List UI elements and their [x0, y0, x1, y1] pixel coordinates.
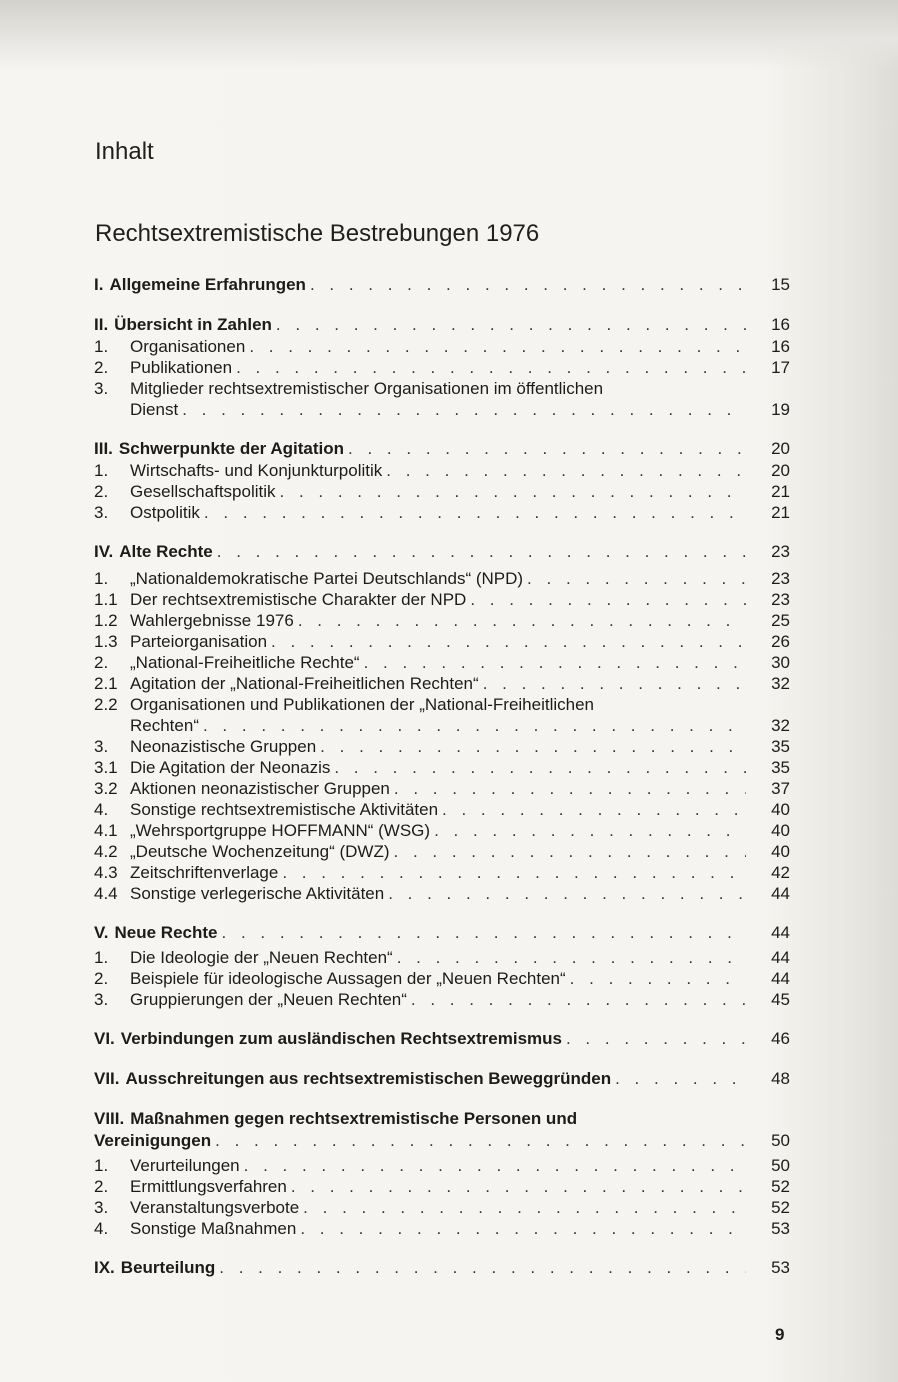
dot-leader — [276, 314, 746, 336]
dot-leader — [566, 1028, 746, 1050]
toc-subentry — [94, 989, 790, 1010]
entry-title: Sonstige Maßnahmen — [130, 1219, 297, 1238]
toc-subentry — [94, 1176, 790, 1197]
entry-title: Mitglieder rechtsextremistischer Organisationen im öffentlichen — [130, 379, 604, 398]
page-number: 9 — [775, 1325, 785, 1344]
toc-subentry — [94, 568, 790, 589]
entry-number: 3.1 — [94, 758, 118, 777]
dot-leader — [334, 757, 746, 778]
entry-number: 2.2 — [94, 695, 118, 714]
dot-leader — [527, 568, 746, 589]
dot-leader — [244, 1155, 746, 1176]
entry-number: 2.1 — [94, 674, 118, 693]
dot-leader — [219, 1257, 746, 1279]
dot-leader — [222, 922, 747, 944]
toc-section-4 — [94, 541, 790, 904]
toc-subentry — [94, 736, 790, 757]
entry-page: 50 — [771, 1156, 790, 1175]
entry-number: 3. — [94, 737, 109, 756]
entry-page: 40 — [771, 800, 790, 819]
table-of-contents — [94, 274, 790, 1297]
entry-page: 26 — [771, 632, 790, 651]
document-subtitle: Rechtsextremistische Bestrebungen 1976 — [95, 220, 540, 247]
entry-number: 1. — [94, 948, 109, 967]
toc-entry — [94, 541, 790, 563]
dot-leader — [282, 862, 746, 883]
entry-page: 44 — [771, 948, 790, 967]
entry-title: Wirtschafts- und Konjunkturpolitik — [130, 461, 383, 480]
entry-title: Übersicht in Zahlen — [114, 315, 272, 334]
entry-page: 25 — [771, 611, 790, 630]
dot-leader — [204, 502, 746, 523]
entry-title: Neonazistische Gruppen — [130, 737, 317, 756]
entry-title: Die Ideologie der „Neuen Rechten“ — [130, 948, 393, 967]
entry-title: Sonstige rechtsextremistische Aktivitäten — [130, 800, 439, 819]
dot-leader — [434, 820, 746, 841]
entry-title: Schwerpunkte der Agitation — [118, 439, 345, 458]
dot-leader — [182, 399, 746, 420]
entry-title: Parteiorganisation — [130, 632, 268, 651]
dot-leader — [217, 541, 746, 563]
dot-leader — [303, 1197, 746, 1218]
entry-page: 44 — [771, 923, 790, 942]
entry-title-continued: Vereinigungen — [94, 1131, 212, 1150]
entry-number: 2. — [94, 1177, 109, 1196]
toc-subentry — [94, 799, 790, 820]
toc-section-6 — [94, 1028, 790, 1050]
entry-page: 19 — [771, 400, 790, 419]
entry-title: Organisationen und Publikationen der „National-Freiheitlichen — [130, 695, 594, 714]
toc-entry — [94, 1257, 790, 1279]
entry-title: Ermittlungsverfahren — [130, 1177, 287, 1196]
dot-leader — [442, 799, 746, 820]
entry-title: Verurteilungen — [130, 1156, 240, 1175]
entry-number: 1.3 — [94, 632, 118, 651]
dot-leader — [203, 715, 746, 736]
scan-shadow — [0, 0, 898, 70]
toc-subentry — [94, 336, 790, 357]
toc-subentry-continued — [94, 399, 790, 420]
dot-leader — [483, 673, 746, 694]
entry-number: I. — [94, 275, 104, 294]
entry-number: 1.2 — [94, 611, 118, 630]
entry-title: Beispiele für ideologische Aussagen der „Neuen Rechten“ — [130, 969, 566, 988]
entry-title: Verbindungen zum ausländischen Rechtsextremismus — [120, 1029, 562, 1048]
entry-page: 20 — [771, 461, 790, 480]
entry-page: 48 — [771, 1069, 790, 1088]
toc-section-1 — [94, 274, 790, 296]
entry-title: Ostpolitik — [130, 503, 200, 522]
entry-title: „Nationaldemokratische Partei Deutschlands“ (NPD) — [130, 569, 524, 588]
entry-title: Gruppierungen der „Neuen Rechten“ — [130, 990, 407, 1009]
entry-page: 16 — [771, 337, 790, 356]
entry-page: 50 — [771, 1131, 790, 1150]
toc-subentry — [94, 820, 790, 841]
toc-subentry — [94, 502, 790, 523]
entry-page: 52 — [771, 1198, 790, 1217]
toc-subentry — [94, 841, 790, 862]
toc-subentry — [94, 1218, 790, 1239]
dot-leader — [386, 460, 746, 481]
toc-entry — [94, 1028, 790, 1050]
entry-title: Allgemeine Erfahrungen — [109, 275, 306, 294]
entry-page: 44 — [771, 969, 790, 988]
dot-leader — [298, 610, 746, 631]
entry-title: „National-Freiheitliche Rechte“ — [130, 653, 360, 672]
entry-page: 35 — [771, 737, 790, 756]
entry-number: 4.4 — [94, 884, 118, 903]
dot-leader — [394, 778, 746, 799]
dot-leader — [280, 481, 746, 502]
toc-subentry — [94, 631, 790, 652]
dot-leader — [394, 841, 747, 862]
toc-subentry — [94, 652, 790, 673]
entry-page: 16 — [771, 315, 790, 334]
toc-section-8 — [94, 1108, 790, 1239]
dot-leader — [215, 1130, 746, 1152]
entry-number: 4.3 — [94, 863, 118, 882]
dot-leader — [615, 1068, 746, 1090]
toc-subentry — [94, 968, 790, 989]
entry-title: Alte Rechte — [119, 542, 213, 561]
entry-number: 3. — [94, 379, 109, 398]
toc-subentry — [94, 1155, 790, 1176]
entry-number: 4.2 — [94, 842, 118, 861]
entry-number: 3.2 — [94, 779, 118, 798]
entry-page: 21 — [771, 503, 790, 522]
toc-subentry — [94, 1197, 790, 1218]
entry-title: Beurteilung — [120, 1258, 216, 1277]
toc-entry-continued — [94, 1130, 790, 1152]
entry-title: Sonstige verlegerische Aktivitäten — [130, 884, 385, 903]
entry-page: 46 — [771, 1029, 790, 1048]
toc-subentry — [94, 481, 790, 502]
entry-page: 45 — [771, 990, 790, 1009]
entry-title: Organisationen — [130, 337, 246, 356]
dot-leader — [291, 1176, 746, 1197]
entry-number: 2. — [94, 969, 109, 988]
entry-page: 15 — [771, 275, 790, 294]
entry-page: 20 — [771, 439, 790, 458]
entry-page: 53 — [771, 1219, 790, 1238]
entry-title: Der rechtsextremistische Charakter der NPD — [130, 590, 467, 609]
entry-number: VIII. — [94, 1109, 125, 1128]
toc-section-3 — [94, 438, 790, 523]
entry-page: 17 — [771, 358, 790, 377]
toc-subentry — [94, 778, 790, 799]
entry-page: 44 — [771, 884, 790, 903]
toc-section-9 — [94, 1257, 790, 1279]
entry-title: Die Agitation der Neonazis — [130, 758, 331, 777]
dot-leader — [320, 736, 746, 757]
entry-page: 42 — [771, 863, 790, 882]
entry-number: IV. — [94, 542, 114, 561]
toc-entry — [94, 314, 790, 336]
entry-page: 23 — [771, 542, 790, 561]
entry-page: 52 — [771, 1177, 790, 1196]
toc-subentry — [94, 378, 790, 399]
entry-page: 35 — [771, 758, 790, 777]
entry-title: Wahlergebnisse 1976 — [130, 611, 294, 630]
dot-leader — [397, 947, 746, 968]
entry-title: „Deutsche Wochenzeitung“ (DWZ) — [130, 842, 390, 861]
entry-number: 2. — [94, 653, 109, 672]
entry-number: III. — [94, 439, 113, 458]
toc-section-5 — [94, 922, 790, 1010]
entry-number: VI. — [94, 1029, 115, 1048]
entry-page: 23 — [771, 590, 790, 609]
toc-subentry — [94, 460, 790, 481]
dot-leader — [364, 652, 746, 673]
entry-page: 40 — [771, 842, 790, 861]
entry-title: Agitation der „National-Freiheitlichen Rechten“ — [130, 674, 479, 693]
entry-number: 3. — [94, 503, 109, 522]
toc-subentry — [94, 673, 790, 694]
entry-page: 37 — [771, 779, 790, 798]
toc-entry — [94, 1108, 790, 1130]
entry-number: 4. — [94, 800, 109, 819]
dot-leader — [271, 631, 746, 652]
toc-section-7 — [94, 1068, 790, 1090]
entry-title: Veranstaltungsverbote — [130, 1198, 300, 1217]
toc-subentry — [94, 757, 790, 778]
entry-number: 1. — [94, 461, 109, 480]
entry-number: 1. — [94, 337, 109, 356]
entry-number: II. — [94, 315, 109, 334]
entry-number: IX. — [94, 1258, 115, 1277]
entry-title: Ausschreitungen aus rechtsextremistischen Beweggründen — [125, 1069, 612, 1088]
entry-number: 2. — [94, 358, 109, 377]
entry-number: 4.1 — [94, 821, 118, 840]
entry-page: 53 — [771, 1258, 790, 1277]
toc-subentry — [94, 694, 790, 715]
entry-title: Gesellschaftspolitik — [130, 482, 276, 501]
entry-number: 1. — [94, 569, 109, 588]
entry-title: Neue Rechte — [114, 923, 218, 942]
entry-title-continued: Dienst — [130, 400, 179, 419]
dot-leader — [348, 438, 746, 460]
entry-number: 4. — [94, 1219, 109, 1238]
entry-number: V. — [94, 923, 109, 942]
dot-leader — [388, 883, 746, 904]
entry-title-continued: Rechten“ — [130, 716, 199, 735]
entry-page: 30 — [771, 653, 790, 672]
entry-title: „Wehrsportgruppe HOFFMANN“ (WSG) — [130, 821, 431, 840]
page-title: Inhalt — [95, 138, 154, 165]
toc-subentry — [94, 947, 790, 968]
dot-leader — [470, 589, 746, 610]
entry-title: Zeitschriftenverlage — [130, 863, 279, 882]
toc-subentry — [94, 610, 790, 631]
toc-entry — [94, 1068, 790, 1090]
toc-entry — [94, 438, 790, 460]
toc-entry — [94, 922, 790, 944]
entry-number: 3. — [94, 1198, 109, 1217]
toc-subentry-continued — [94, 715, 790, 736]
toc-entry — [94, 274, 790, 296]
toc-subentry — [94, 589, 790, 610]
toc-subentry — [94, 862, 790, 883]
entry-number: 3. — [94, 990, 109, 1009]
dot-leader — [236, 357, 746, 378]
dot-leader — [310, 274, 746, 296]
entry-title: Maßnahmen gegen rechtsextremistische Personen und — [130, 1109, 578, 1128]
toc-section-2 — [94, 314, 790, 420]
entry-page: 32 — [771, 716, 790, 735]
entry-title: Aktionen neonazistischer Gruppen — [130, 779, 390, 798]
entry-number: VII. — [94, 1069, 120, 1088]
entry-number: 2. — [94, 482, 109, 501]
dot-leader — [411, 989, 746, 1010]
entry-page: 40 — [771, 821, 790, 840]
dot-leader — [249, 336, 746, 357]
entry-number: 1. — [94, 1156, 109, 1175]
entry-page: 32 — [771, 674, 790, 693]
dot-leader — [300, 1218, 746, 1239]
toc-subentry — [94, 883, 790, 904]
entry-page: 21 — [771, 482, 790, 501]
dot-leader — [570, 968, 746, 989]
entry-title: Publikationen — [130, 358, 233, 377]
entry-number: 1.1 — [94, 590, 118, 609]
entry-page: 23 — [771, 569, 790, 588]
toc-subentry — [94, 357, 790, 378]
